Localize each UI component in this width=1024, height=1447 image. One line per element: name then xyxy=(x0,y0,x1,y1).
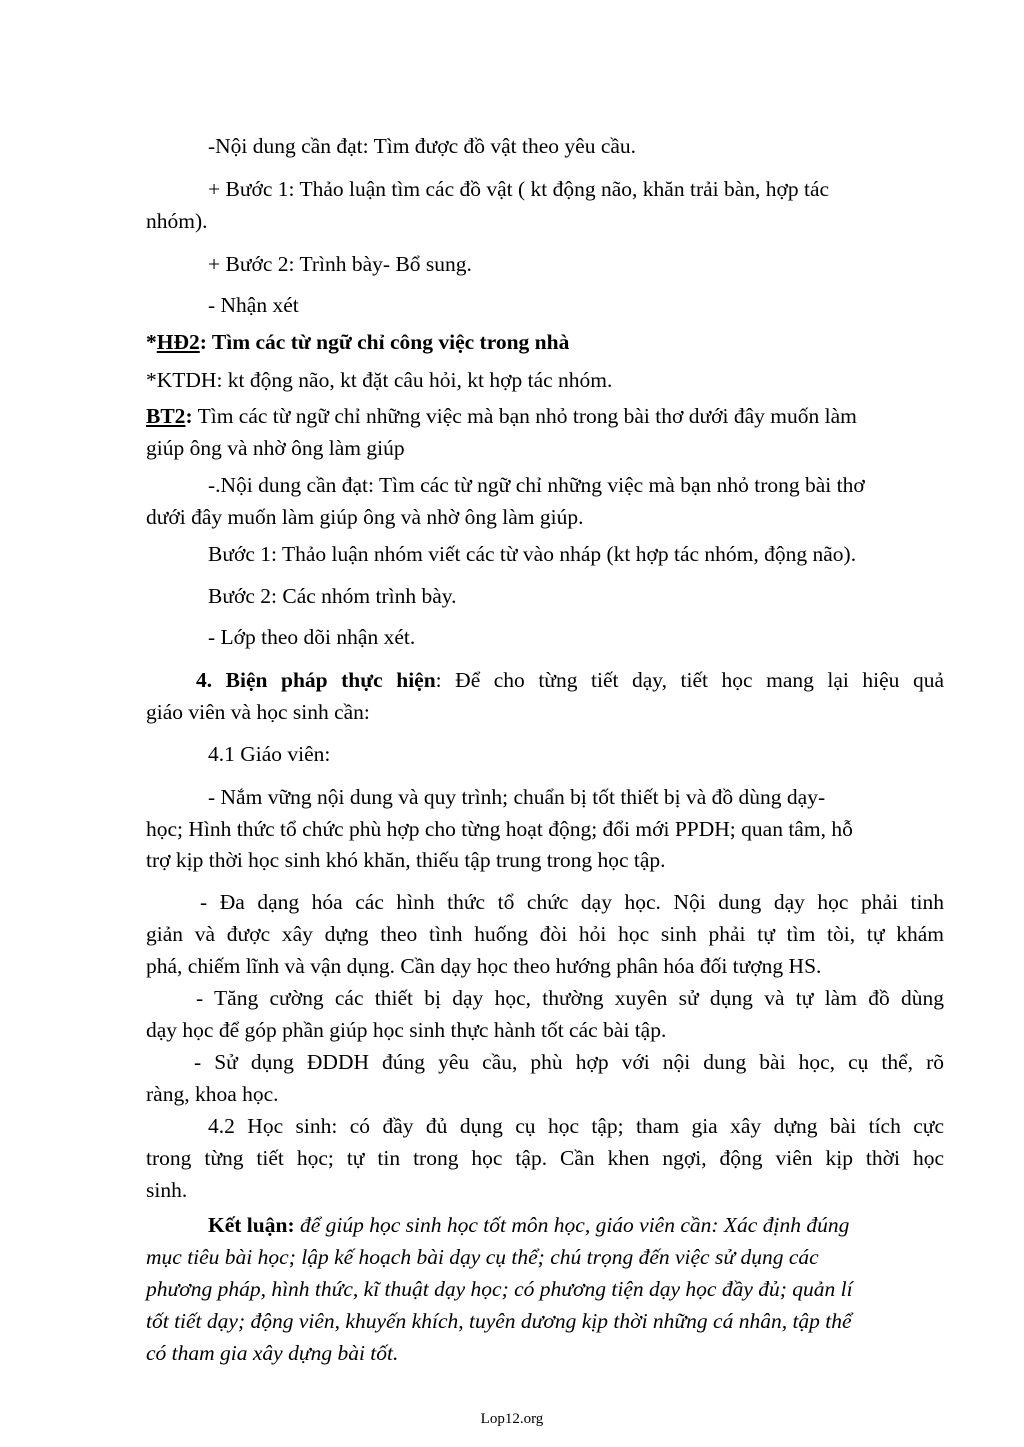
conclusion-line-4: tốt tiết dạy; động viên, khuyến khích, tuyên dương kịp thời những cá nhân, tập thể xyxy=(146,1309,852,1333)
content-requirement-2-line: -.Nội dung cần đạt: Tìm các từ ngữ chỉ những việc mà bạn nhỏ trong bài thơ xyxy=(208,473,865,497)
conclusion-line-5: có tham gia xây dựng bài tốt. xyxy=(146,1341,399,1365)
content-requirement-line: -Nội dung cần đạt: Tìm được đồ vật theo yêu cầu. xyxy=(208,134,637,158)
document-page xyxy=(146,0,944,1447)
activity-2-heading xyxy=(146,329,569,355)
teacher-point-3-line-2: dạy học để góp phần giúp học sinh thực hành tốt các bài tập. xyxy=(146,1018,667,1042)
exercise-2-text: Tìm các từ ngữ chỉ những việc mà bạn nhỏ trong bài thơ dưới đây muốn làm xyxy=(192,404,857,428)
conclusion-text: để giúp học sinh học tốt môn học, giáo viên cần: Xác định đúng xyxy=(294,1213,850,1237)
teacher-point-2-line-3: phá, chiếm lĩnh và vận dụng. Cần dạy học theo hướng phân hóa đối tượng HS. xyxy=(146,954,822,978)
exercise-2-label: BT2 xyxy=(146,404,186,428)
student-line-1: 4.2 Học sinh: có đầy đủ dụng cụ học tập; tham gia xây dựng bài tích cực xyxy=(208,1114,944,1138)
teacher-point-4-line-2: ràng, khoa học. xyxy=(146,1082,279,1106)
activity-2-title: : Tìm các từ ngữ chỉ công việc trong nhà xyxy=(199,330,570,354)
class-review-line: - Lớp theo dõi nhận xét. xyxy=(208,625,416,649)
student-line-3: sinh. xyxy=(146,1178,188,1202)
implementation-heading-line xyxy=(196,667,944,693)
implementation-intro: : Để cho từng tiết dạy, tiết học mang lại hiệu quả xyxy=(435,668,944,692)
teacher-subheading: 4.1 Giáo viên: xyxy=(208,742,331,766)
teaching-techniques-line: *KTDH: kt động não, kt đặt câu hỏi, kt hợp tác nhóm. xyxy=(146,368,613,392)
step-1-continuation: nhóm). xyxy=(146,209,208,233)
exercise-2-step-1: Bước 1: Thảo luận nhóm viết các từ vào nháp (kt hợp tác nhóm, động não). xyxy=(208,542,857,566)
conclusion-line-1 xyxy=(208,1212,849,1238)
exercise-2-step-2: Bước 2: Các nhóm trình bày. xyxy=(208,584,457,608)
step-2-line: + Bước 2: Trình bày- Bổ sung. xyxy=(208,252,472,276)
review-line: - Nhận xét xyxy=(208,293,299,317)
exercise-2-colon: : xyxy=(185,404,193,428)
conclusion-line-3: phương pháp, hình thức, kĩ thuật dạy học; có phương tiện dạy học đầy đủ; quản lí xyxy=(146,1277,853,1301)
teacher-point-2-line-2: giản và được xây dựng theo tình huống đòi hỏi học sinh phải tự tìm tòi, tự khám xyxy=(146,922,944,946)
activity-2-label: HĐ2 xyxy=(156,330,200,354)
exercise-2-continuation: giúp ông và nhờ ông làm giúp xyxy=(146,436,405,460)
step-1-line: + Bước 1: Thảo luận tìm các đồ vật ( kt động não, khăn trải bàn, hợp tác xyxy=(208,177,830,201)
implementation-continuation: giáo viên và học sinh cần: xyxy=(146,700,370,724)
page-footer: Lop12.org xyxy=(480,1411,544,1427)
implementation-heading: 4. Biện pháp thực hiện xyxy=(196,668,436,692)
student-line-2: trong từng tiết học; tự tin trong học tập. Cần khen ngợi, động viên kịp thời học xyxy=(146,1146,944,1170)
activity-2-star: * xyxy=(146,330,157,354)
teacher-point-1-line-3: trợ kịp thời học sinh khó khăn, thiếu tập trung trong học tập. xyxy=(146,848,666,872)
exercise-2-line xyxy=(146,403,857,429)
teacher-point-1-line-2: học; Hình thức tổ chức phù hợp cho từng hoạt động; đổi mới PPDH; quan tâm, hỗ xyxy=(146,817,853,841)
conclusion-label: Kết luận: xyxy=(208,1213,295,1237)
teacher-point-1-line-1: - Nắm vững nội dung và quy trình; chuẩn bị tốt thiết bị và đồ dùng dạy- xyxy=(208,785,826,809)
teacher-point-4-line-1: - Sử dụng ĐDDH đúng yêu cầu, phù hợp với nội dung bài học, cụ thể, rõ xyxy=(194,1050,944,1074)
teacher-point-3-line-1: - Tăng cường các thiết bị dạy học, thường xuyên sử dụng và tự làm đồ dùng xyxy=(196,986,944,1010)
conclusion-line-2: mục tiêu bài học; lập kế hoạch bài dạy cụ thể; chú trọng đến việc sử dụng các xyxy=(146,1245,819,1269)
content-requirement-2-continuation: dưới đây muốn làm giúp ông và nhờ ông làm giúp. xyxy=(146,505,584,529)
teacher-point-2-line-1: - Đa dạng hóa các hình thức tổ chức dạy học. Nội dung dạy học phải tinh xyxy=(200,890,944,914)
